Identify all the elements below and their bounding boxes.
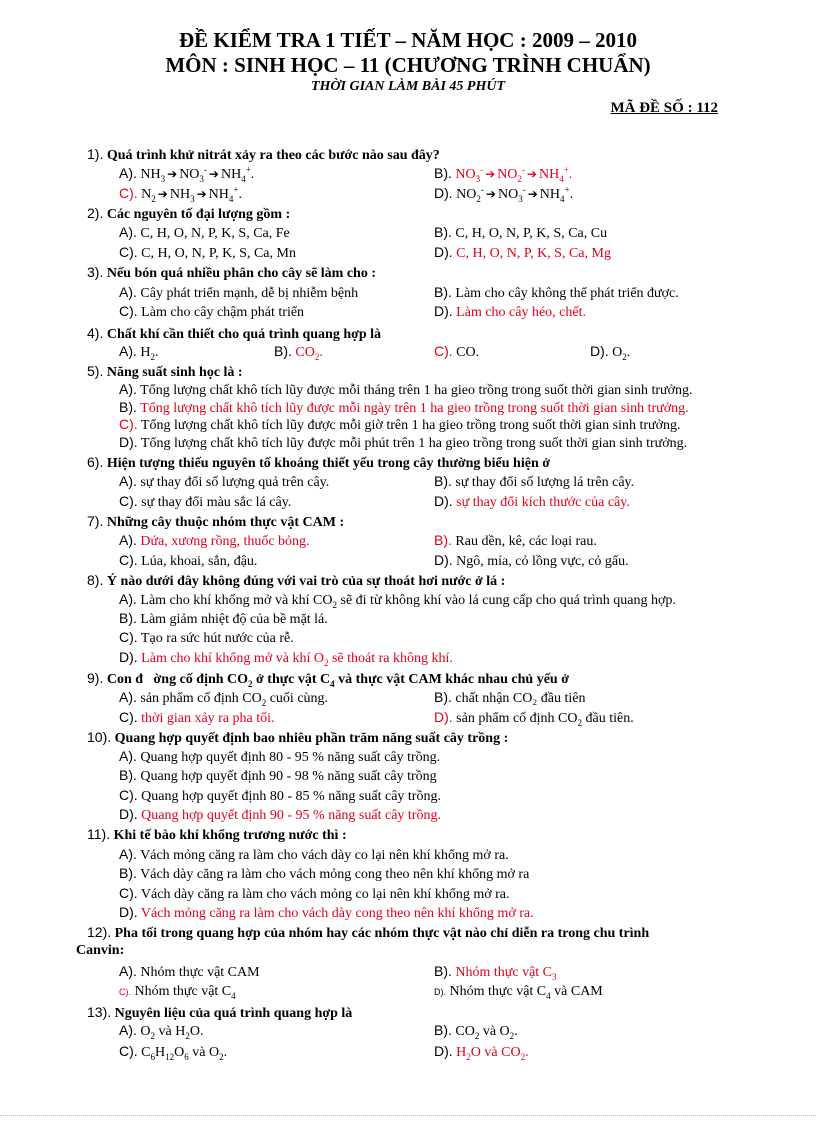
q13-option-b: B). $CO_2$ và $O_2$. [434, 1022, 518, 1041]
q9-option-b: B). chất nhận CO₂ đầu tiên [434, 689, 586, 706]
q9-option-c: C). thời gian xảy ra pha tối. [119, 709, 275, 726]
q7-option-d: D). Ngô, mía, cỏ lồng vực, cỏ gấu. [434, 552, 629, 569]
q4-option-d: D). $O_2$. [590, 343, 631, 362]
q11-option-c: C). Vách dày căng ra làm cho vách mỏng co lại nên khí khổng mở ra. [119, 885, 510, 902]
question-9: 9). Con đ ờng cố định $CO_2$ ở thực vật $C_4$ và thực vật CAM khác nhau chủ yếu ở [87, 670, 569, 689]
q8-option-c: C). Tạo ra sức hút nước của rễ. [119, 629, 294, 646]
q3-option-a: A). Cây phát triển mạnh, dễ bị nhiễm bệnh [119, 284, 359, 301]
q8-option-b: B). Làm giảm nhiệt độ của bề mặt lá. [119, 610, 328, 627]
question-13: 13). Nguyên liệu của quá trình quang hợp là [87, 1004, 353, 1021]
q3-option-b: B). Làm cho cây không thể phát triển được. [434, 284, 679, 301]
q13-option-d: D). $H_2O$ và $CO_2$. [434, 1043, 529, 1062]
q10-option-d: D). Quang hợp quyết định 90 - 95 % năng suất cây trồng. [119, 806, 441, 823]
q6-option-a: A). sự thay đổi số lượng quả trên cây. [119, 473, 330, 490]
q12-option-b: B). Nhóm thực vật $C_3$ [434, 963, 557, 982]
q9-option-d: D). sản phẩm cố định $CO_2$ đầu tiên. [434, 709, 634, 728]
q7-option-a: A). Dứa, xương rồng, thuốc bỏng. [119, 532, 310, 549]
q1-option-b: B). $NO_3^-$ ➔ $NO_2^-$ ➔ $NH_4^+$. [434, 164, 573, 184]
exam-code: MÃ ĐỀ SỐ : 112 [610, 100, 718, 116]
question-5: 5). Năng suất sinh học là : [87, 363, 243, 380]
q3-option-d: D). Làm cho cây héo, chết. [434, 303, 586, 320]
q10-option-b: B). Quang hợp quyết định 90 - 98 % năng suất cây trồng [119, 767, 437, 784]
q6-option-d: D). sự thay đổi kích thước của cây. [434, 493, 630, 510]
q7-option-c: C). Lúa, khoai, sắn, đậu. [119, 552, 258, 569]
q2-option-a: A). C, H, O, N, P, K, S, Ca, Fe [119, 224, 290, 241]
q4-option-c: C). CO. [434, 343, 480, 360]
question-4: 4). Chất khí cần thiết cho quá trình quang hợp là [87, 325, 382, 342]
q11-option-b: B). Vách dày căng ra làm cho vách mỏng cong theo nên khí khổng mở ra [119, 865, 530, 882]
q1-option-d: D). $NO_2^-$ ➔ $NO_3^-$ ➔ $NH_4^+$. [434, 184, 574, 204]
q9-option-a: A). sản phẩm cố định $CO_2$ cuối cùng. [119, 689, 329, 708]
q8-option-a: A). Làm cho khí khổng mở và khí $CO_2$ sẽ đi từ không khí vào lá cung cấp cho quá trình quang hợp. [119, 591, 676, 610]
q12-option-a: A). Nhóm thực vật CAM [119, 963, 260, 980]
question-8: 8). Ý nào dưới đây không đúng với vai trò của sự thoát hơi nước ở lá : [87, 572, 506, 589]
question-12: 12). Pha tối trong quang hợp của nhóm hay các nhóm thực vật nào chỉ diễn ra trong chu trình [87, 924, 650, 941]
q12-option-c: C). Nhóm thực vật $C_4$ [119, 984, 236, 1001]
q11-option-d: D). Vách mỏng căng ra làm cho vách dày cong theo nên khí khổng mở ra. [119, 904, 534, 921]
q4-option-b: B). $CO_2$. [274, 343, 323, 362]
q4-option-a: A). $H_2$. [119, 343, 159, 362]
question-7: 7). Những cây thuộc nhóm thực vật CAM : [87, 513, 345, 530]
q5-option-b: B). Tổng lượng chất khô tích lũy được mỗi ngày trên 1 ha gieo trồng trong suốt thời gian sinh trưởng. [119, 399, 689, 416]
q1-option-c: C). $N_2$ ➔ $NH_3$ ➔ $NH_4^+$. [119, 184, 242, 204]
q2-option-b: B). C, H, O, N, P, K, S, Ca, Cu [434, 224, 608, 241]
q3-option-c: C). Làm cho cây chậm phát triển [119, 303, 305, 320]
q2-option-c: C). C, H, O, N, P, K, S, Ca, Mn [119, 244, 296, 261]
page-bottom-divider [0, 1115, 816, 1116]
q10-option-a: A). Quang hợp quyết định 80 - 95 % năng suất cây trồng. [119, 748, 441, 765]
q6-option-c: C). sự thay đổi màu sắc lá cây. [119, 493, 292, 510]
q13-option-c: C). $C_6H_{12}O_6$ và $O_2$. [119, 1043, 228, 1062]
question-2: 2). Các nguyên tố đại lượng gồm : [87, 205, 291, 222]
question-3: 3). Nếu bón quá nhiều phân cho cây sẽ làm cho : [87, 264, 377, 281]
q2-option-d: D). C, H, O, N, P, K, S, Ca, Mg [434, 244, 611, 261]
q10-option-c: C). Quang hợp quyết định 80 - 85 % năng suất cây trồng. [119, 787, 441, 804]
q7-option-b: B). Rau dền, kê, các loại rau. [434, 532, 597, 549]
q8-option-d: D). Làm cho khí khổng mở và khí $O_2$ sẽ thoát ra không khí. [119, 649, 453, 668]
q11-option-a: A). Vách mỏng căng ra làm cho vách dày co lại nên khí khổng mở ra. [119, 846, 509, 863]
q13-option-a: A). $O_2$ và $H_2O$. [119, 1022, 204, 1041]
question-10: 10). Quang hợp quyết định bao nhiêu phần trăm năng suất cây trồng : [87, 729, 509, 746]
q12-option-d: D). Nhóm thực vật $C_4$ và CAM [434, 984, 603, 1001]
question-11: 11). Khi tế bào khí khổng trương nước thì : [87, 826, 347, 843]
q1-option-a: A). $NH_3$ ➔ $NO_3^-$ ➔ $NH_4^+$. [119, 164, 255, 184]
exam-subject: MÔN : SINH HỌC – 11 (CHƯƠNG TRÌNH CHUẨN) [165, 53, 651, 77]
q5-option-a: A). Tổng lượng chất khô tích lũy được mỗi tháng trên 1 ha gieo trồng trong suốt thời gian sinh trưởng. [119, 381, 693, 398]
exam-title: ĐỀ KIỂM TRA 1 TIẾT – NĂM HỌC : 2009 – 2010 [179, 28, 637, 52]
question-1: 1). Quá trình khử nitrát xảy ra theo các bước nào sau đây? [87, 146, 440, 163]
q5-option-c: C). Tổng lượng chất khô tích lũy được mỗi giờ trên 1 ha gieo trồng trong suốt thời gian sinh trưởng. [119, 416, 681, 433]
question-12-continued: Canvin: [76, 943, 125, 958]
q5-option-d: D). Tổng lượng chất khô tích lũy được mỗi phút trên 1 ha gieo trồng trong suốt thời gian sinh trưởng. [119, 434, 688, 451]
question-6: 6). Hiện tượng thiếu nguyên tố khoáng thiết yếu trong cây thường biểu hiện ở [87, 454, 550, 471]
q6-option-b: B). sự thay đổi số lượng lá trên cây. [434, 473, 635, 490]
exam-time: THỜI GIAN LÀM BÀI 45 PHÚT [310, 79, 506, 94]
